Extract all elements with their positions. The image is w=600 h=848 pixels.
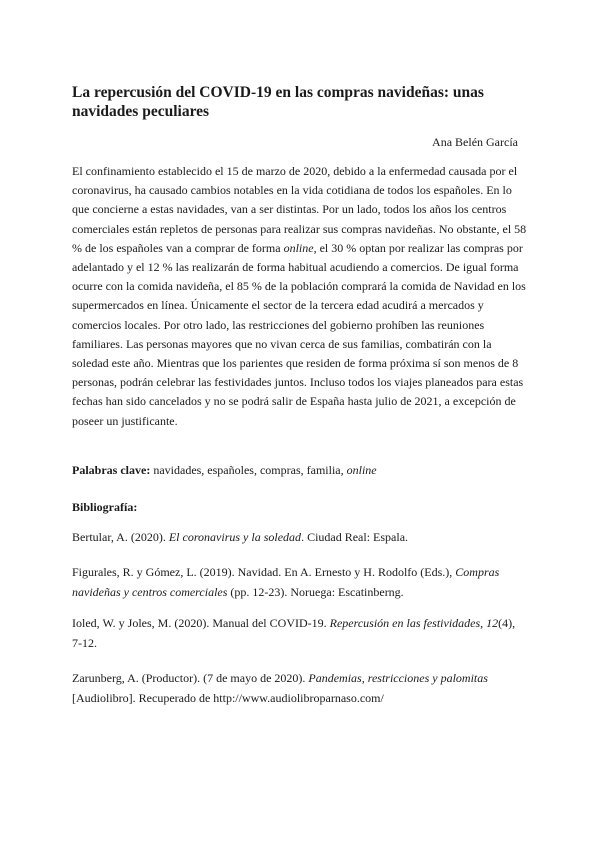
reference-title: Compras navideñas y centros comerciales (72, 565, 500, 599)
reference-text: Bertular, A. (2020). (72, 530, 169, 544)
keywords-text: navidades, españoles, compras, familia, (150, 463, 347, 477)
bibliography-heading: Bibliografía: (72, 500, 138, 514)
abstract-text-part-2: , el 30 % optan por realizar las compras por adelantado y el 12 % las realizarán de forma habitual acudiendo a comercios. De igual forma ocurre con la comida navideña, el 85 % de la población comprará la comida de Navidad en los supermercados en línea. Únicamente el sector de la tercera edad acudirá a mercados y comercios locales. Por otro lado, las restricciones del gobierno prohíben las reuniones familiares. Las personas mayores que no vivan cerca de sus familias, combatirán con la soledad este año. Mientras que los parientes que residen de forma próxima sí son menos de 8 personas, podrán celebrar las festividades juntos. Incluso todos los viajes planeados para estas fechas han sido cancelados y no se podrá salir de España hasta julio de 2021, a excepción de poseer un justificante. (72, 240, 526, 428)
document-title: La repercusión del COVID-19 en las compras navideñas: unas navidades peculiares (72, 84, 484, 120)
reference-title: El coronavirus y la soledad (168, 530, 302, 544)
reference-entry (72, 527, 528, 547)
reference-entry (72, 613, 528, 653)
reference-text: Figurales, R. y Gómez, L. (2019). Navidad. En A. Ernesto y H. Rodolfo (Eds.), (72, 565, 456, 579)
reference-text: (pp. 12-23). Noruega: Escatinberng. (227, 585, 404, 599)
abstract-paragraph (72, 162, 528, 431)
reference-title: Pandemias, restricciones y palomitas (308, 671, 488, 685)
reference-text: (4), 7-12. (72, 616, 516, 650)
reference-text[interactable]: [Audiolibro]. Recuperado de http://www.audiolibroparnaso.com/ (72, 691, 384, 705)
keywords-italic-term: online (346, 463, 377, 477)
reference-entry (72, 668, 528, 708)
keywords-line (72, 462, 528, 478)
author-name: Ana Belén García (432, 135, 518, 149)
reference-text: Ioled, W. y Joles, M. (2020). Manual del COVID-19. (72, 616, 330, 630)
abstract-italic-term: online (283, 240, 314, 255)
reference-text: . Ciudad Real: Espala. (301, 530, 409, 544)
reference-text: Zarunberg, A. (Productor). (7 de mayo de 2020). (72, 671, 309, 685)
keywords-label: Palabras clave: (72, 463, 151, 477)
abstract-text-part-1: El confinamiento establecido el 15 de marzo de 2020, debido a la enfermedad causada por el coronavirus, ha causado cambios notables en la vida cotidiana de todos los españoles. En lo que concierne a estas navidades, van a ser distintas. Por un lado, todos los años los centros comerciales están repletos de personas para realizar sus compras navideñas. No obstante, el 58 % de los españoles van a comprar de forma (72, 164, 527, 255)
reference-title: Repercusión en las festividades, 12 (329, 616, 499, 630)
reference-entry (72, 562, 528, 602)
